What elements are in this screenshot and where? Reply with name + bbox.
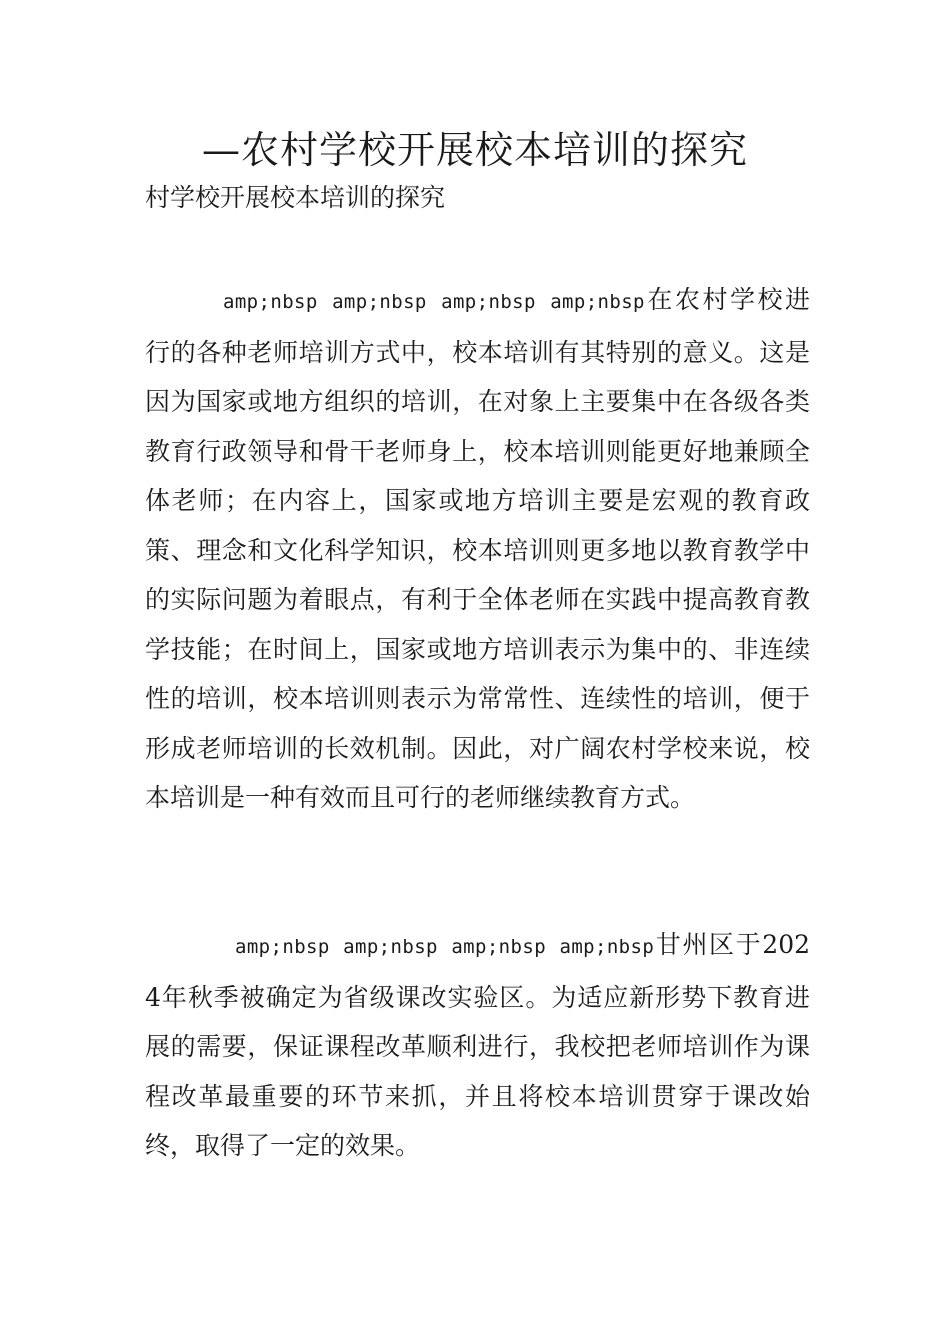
document-title: —农村学校开展校本培训的探究 bbox=[201, 128, 748, 172]
paragraph-2 bbox=[145, 920, 810, 1171]
paragraph-2-text: 甘州区于2024年秋季被确定为省级课改实验区。为适应新形势下教育进展的需要，保证课程改革顺利进行，我校把老师培训作为课程改革最重要的环节来抓，并且将校本培训贯穿于课改始终，取得了一定的效果。 bbox=[145, 930, 811, 1160]
paragraph-1 bbox=[145, 275, 810, 823]
document-subtitle: 村学校开展校本培训的探究 bbox=[145, 183, 446, 212]
paragraph-1-lead: amp;nbsp amp;nbsp amp;nbsp amp;nbsp bbox=[223, 291, 645, 313]
paragraph-2-lead: amp;nbsp amp;nbsp amp;nbsp amp;nbsp bbox=[235, 936, 655, 958]
paragraph-1-text: 在农村学校进行的各种老师培训方式中，校本培训有其特别的意义。这是因为国家或地方组织的培训，在对象上主要集中在各级各类教育行政领导和骨干老师身上，校本培训则能更好地兼顾全体老师；在内容上，国家或地方培训主要是宏观的教育政策、理念和文化科学知识，校本培训则更多地以教育教学中的实际问题为着眼点，有利于全体老师在实践中提高教育教学技能；在时间上，国家或地方培训表示为集中的、非连续性的培训，校本培训则表示为常常性、连续性的培训，便于形成老师培训的长效机制。因此，对广阔农村学校来说，校本培训是一种有效而且可行的老师继续教育方式。 bbox=[145, 285, 810, 812]
